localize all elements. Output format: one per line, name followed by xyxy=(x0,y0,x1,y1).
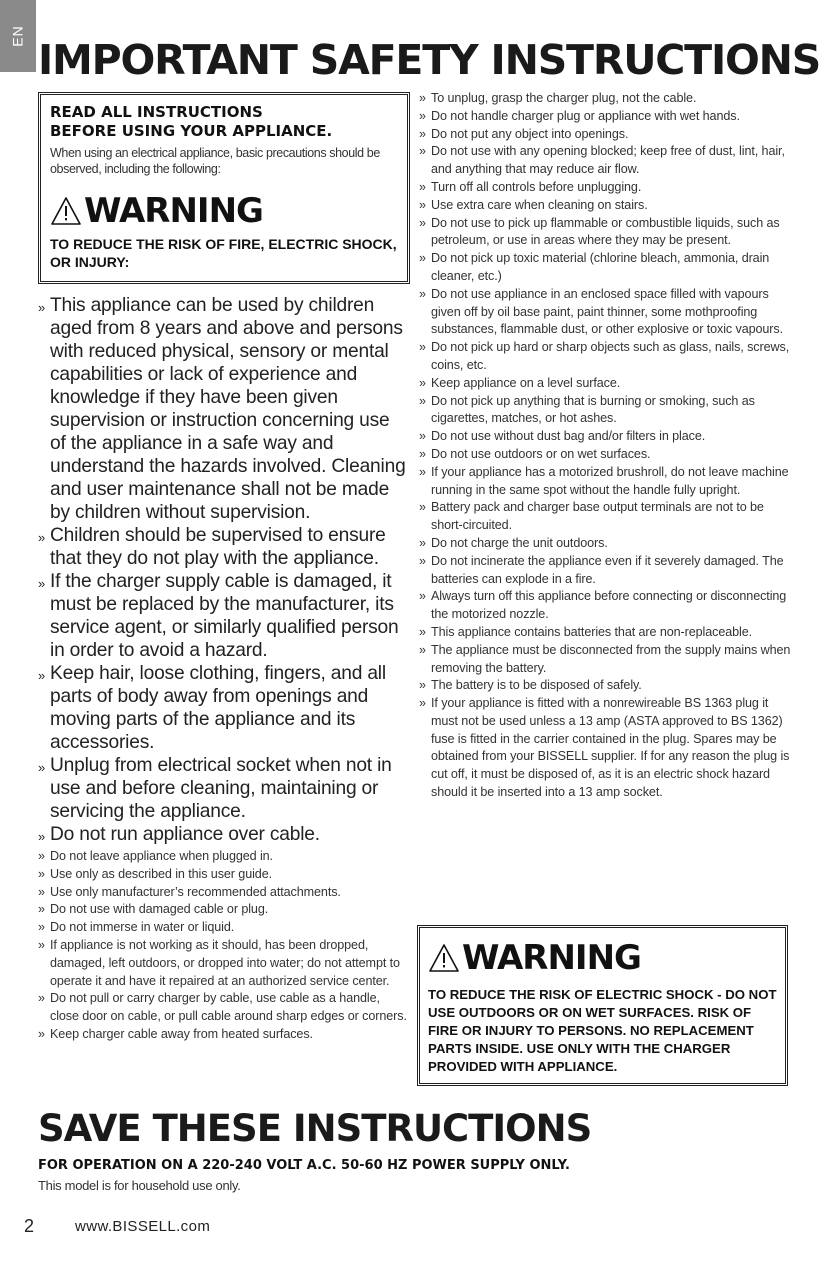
list-item: » Do not use outdoors or on wet surfaces. xyxy=(419,446,791,464)
household-use-note: This model is for household use only. xyxy=(38,1178,241,1193)
warning-subtitle: TO REDUCE THE RISK OF FIRE, ELECTRIC SHOCK, OR INJURY: xyxy=(50,236,397,270)
list-item: » Keep appliance on a level surface. xyxy=(419,375,791,393)
read-instructions-box xyxy=(38,92,410,284)
language-code: EN xyxy=(9,25,26,47)
list-item: » To unplug, grasp the charger plug, not the cable. xyxy=(419,90,791,108)
list-item: » This appliance can be used by children aged from 8 years and above and persons with reduced physical, sensory or mental capabilities or lack of experience and knowledge if they have been given supervision or instruction concerning use of the appliance in a safe way and understand the hazards involved. Cleaning and user maintenance shall not be made by children without supervision. xyxy=(38,294,410,524)
read-instructions-heading xyxy=(50,103,397,141)
list-item: » Unplug from electrical socket when not in use and before cleaning, maintaining or servicing the appliance. xyxy=(38,754,410,823)
list-item: » Use only as described in this user guide. xyxy=(38,866,410,884)
website-link[interactable]: www.BISSELL.com xyxy=(75,1218,211,1235)
list-item: » If your appliance has a motorized brushroll, do not leave machine running in the same spot without the handle fully upright. xyxy=(419,464,791,500)
read-heading-line1: READ ALL INSTRUCTIONS xyxy=(50,103,263,121)
page-title: IMPORTANT SAFETY INSTRUCTIONS xyxy=(38,36,821,84)
primary-safety-list xyxy=(38,294,410,846)
warning-triangle-icon xyxy=(50,196,82,226)
list-item: » The battery is to be disposed of safely. xyxy=(419,677,791,695)
list-item: » Do not immerse in water or liquid. xyxy=(38,919,410,937)
warning-triangle-icon xyxy=(428,943,460,973)
list-item: » If your appliance is fitted with a nonrewireable BS 1363 plug it must not be used unless a 13 amp (ASTA approved to BS 1362) fuse is fitted in the carrier contained in the plug. Spares may be obtained from your BISSELL supplier. If for any reason the plug is cut off, it must be disposed of, as it is an electric shock hazard should it be inserted into a 13 amp socket. xyxy=(419,695,791,802)
page-number: 2 xyxy=(24,1216,35,1236)
list-item: » Do not handle charger plug or appliance with wet hands. xyxy=(419,108,791,126)
warning-word: WARNING xyxy=(84,191,263,231)
list-item: » Keep charger cable away from heated surfaces. xyxy=(38,1026,410,1044)
list-item: » Do not incinerate the appliance even if it severely damaged. The batteries can explode in a fire. xyxy=(419,553,791,589)
operation-voltage-note: FOR OPERATION ON A 220-240 VOLT A.C. 50-60 HZ POWER SUPPLY ONLY. xyxy=(38,1158,570,1173)
list-item: » Turn off all controls before unplugging. xyxy=(419,179,791,197)
save-instructions-title: SAVE THESE INSTRUCTIONS xyxy=(38,1107,592,1150)
warning-word-2: WARNING xyxy=(462,938,641,978)
list-item: » Battery pack and charger base output terminals are not to be short-circuited. xyxy=(419,499,791,535)
language-tab xyxy=(0,0,36,72)
list-item: » Always turn off this appliance before connecting or disconnecting the motorized nozzle. xyxy=(419,588,791,624)
read-heading-line2: BEFORE USING YOUR APPLIANCE. xyxy=(50,122,333,140)
secondary-safety-list-right xyxy=(419,90,791,802)
list-item: » Do not pick up hard or sharp objects such as glass, nails, screws, coins, etc. xyxy=(419,339,791,375)
list-item: » Do not charge the unit outdoors. xyxy=(419,535,791,553)
warning-header xyxy=(50,191,397,231)
list-item: » Do not pick up toxic material (chlorine bleach, ammonia, drain cleaner, etc.) xyxy=(419,250,791,286)
list-item: » If the charger supply cable is damaged, it must be replaced by the manufacturer, its service agent, or similarly qualified person in order to avoid a hazard. xyxy=(38,570,410,662)
list-item: » Do not use with any opening blocked; keep free of dust, lint, hair, and anything that may reduce air flow. xyxy=(419,143,791,179)
list-item: » If appliance is not working as it should, has been dropped, damaged, left outdoors, or dropped into water; do not attempt to operate it and have it repaired at an authorized service center. xyxy=(38,937,410,990)
read-instructions-text: When using an electrical appliance, basic precautions should be observed, including the following: xyxy=(50,146,380,176)
list-item: » Do not pick up anything that is burning or smoking, such as cigarettes, matches, or hot ashes. xyxy=(419,393,791,429)
warning-header-2 xyxy=(428,938,777,978)
right-column xyxy=(419,90,791,802)
list-item: » Use only manufacturer’s recommended attachments. xyxy=(38,884,410,902)
list-item: » Do not use with damaged cable or plug. xyxy=(38,901,410,919)
secondary-safety-list-left xyxy=(38,848,410,1044)
list-item: » Keep hair, loose clothing, fingers, and all parts of body away from openings and moving parts of the appliance and its accessories. xyxy=(38,662,410,754)
list-item: » Use extra care when cleaning on stairs. xyxy=(419,197,791,215)
list-item: » Do not put any object into openings. xyxy=(419,126,791,144)
list-item: » Do not leave appliance when plugged in. xyxy=(38,848,410,866)
list-item: » Do not use to pick up flammable or combustible liquids, such as petroleum, or use in areas where they may be present. xyxy=(419,215,791,251)
electric-shock-warning-box xyxy=(417,925,788,1086)
warning-2-text: TO REDUCE THE RISK OF ELECTRIC SHOCK - DO NOT USE OUTDOORS OR ON WET SURFACES. RISK OF FIRE OR INJURY TO PERSONS. NO REPLACEMENT PARTS INSIDE. USE ONLY WITH THE CHARGER PROVIDED WITH APPLIANCE. xyxy=(428,987,777,1074)
list-item: » Do not pull or carry charger by cable, use cable as a handle, close door on cable, or pull cable around sharp edges or corners. xyxy=(38,990,410,1026)
left-column xyxy=(38,92,410,1044)
list-item: » Do not use appliance in an enclosed space filled with vapours given off by oil base paint, paint thinner, some mothproofing substances, flammable dust, or other explosive or toxic vapours. xyxy=(419,286,791,339)
list-item: » Do not use without dust bag and/or filters in place. xyxy=(419,428,791,446)
list-item: » Children should be supervised to ensure that they do not play with the appliance. xyxy=(38,524,410,570)
list-item: » This appliance contains batteries that are non-replaceable. xyxy=(419,624,791,642)
list-item: » Do not run appliance over cable. xyxy=(38,823,410,846)
list-item: » The appliance must be disconnected from the supply mains when removing the battery. xyxy=(419,642,791,678)
